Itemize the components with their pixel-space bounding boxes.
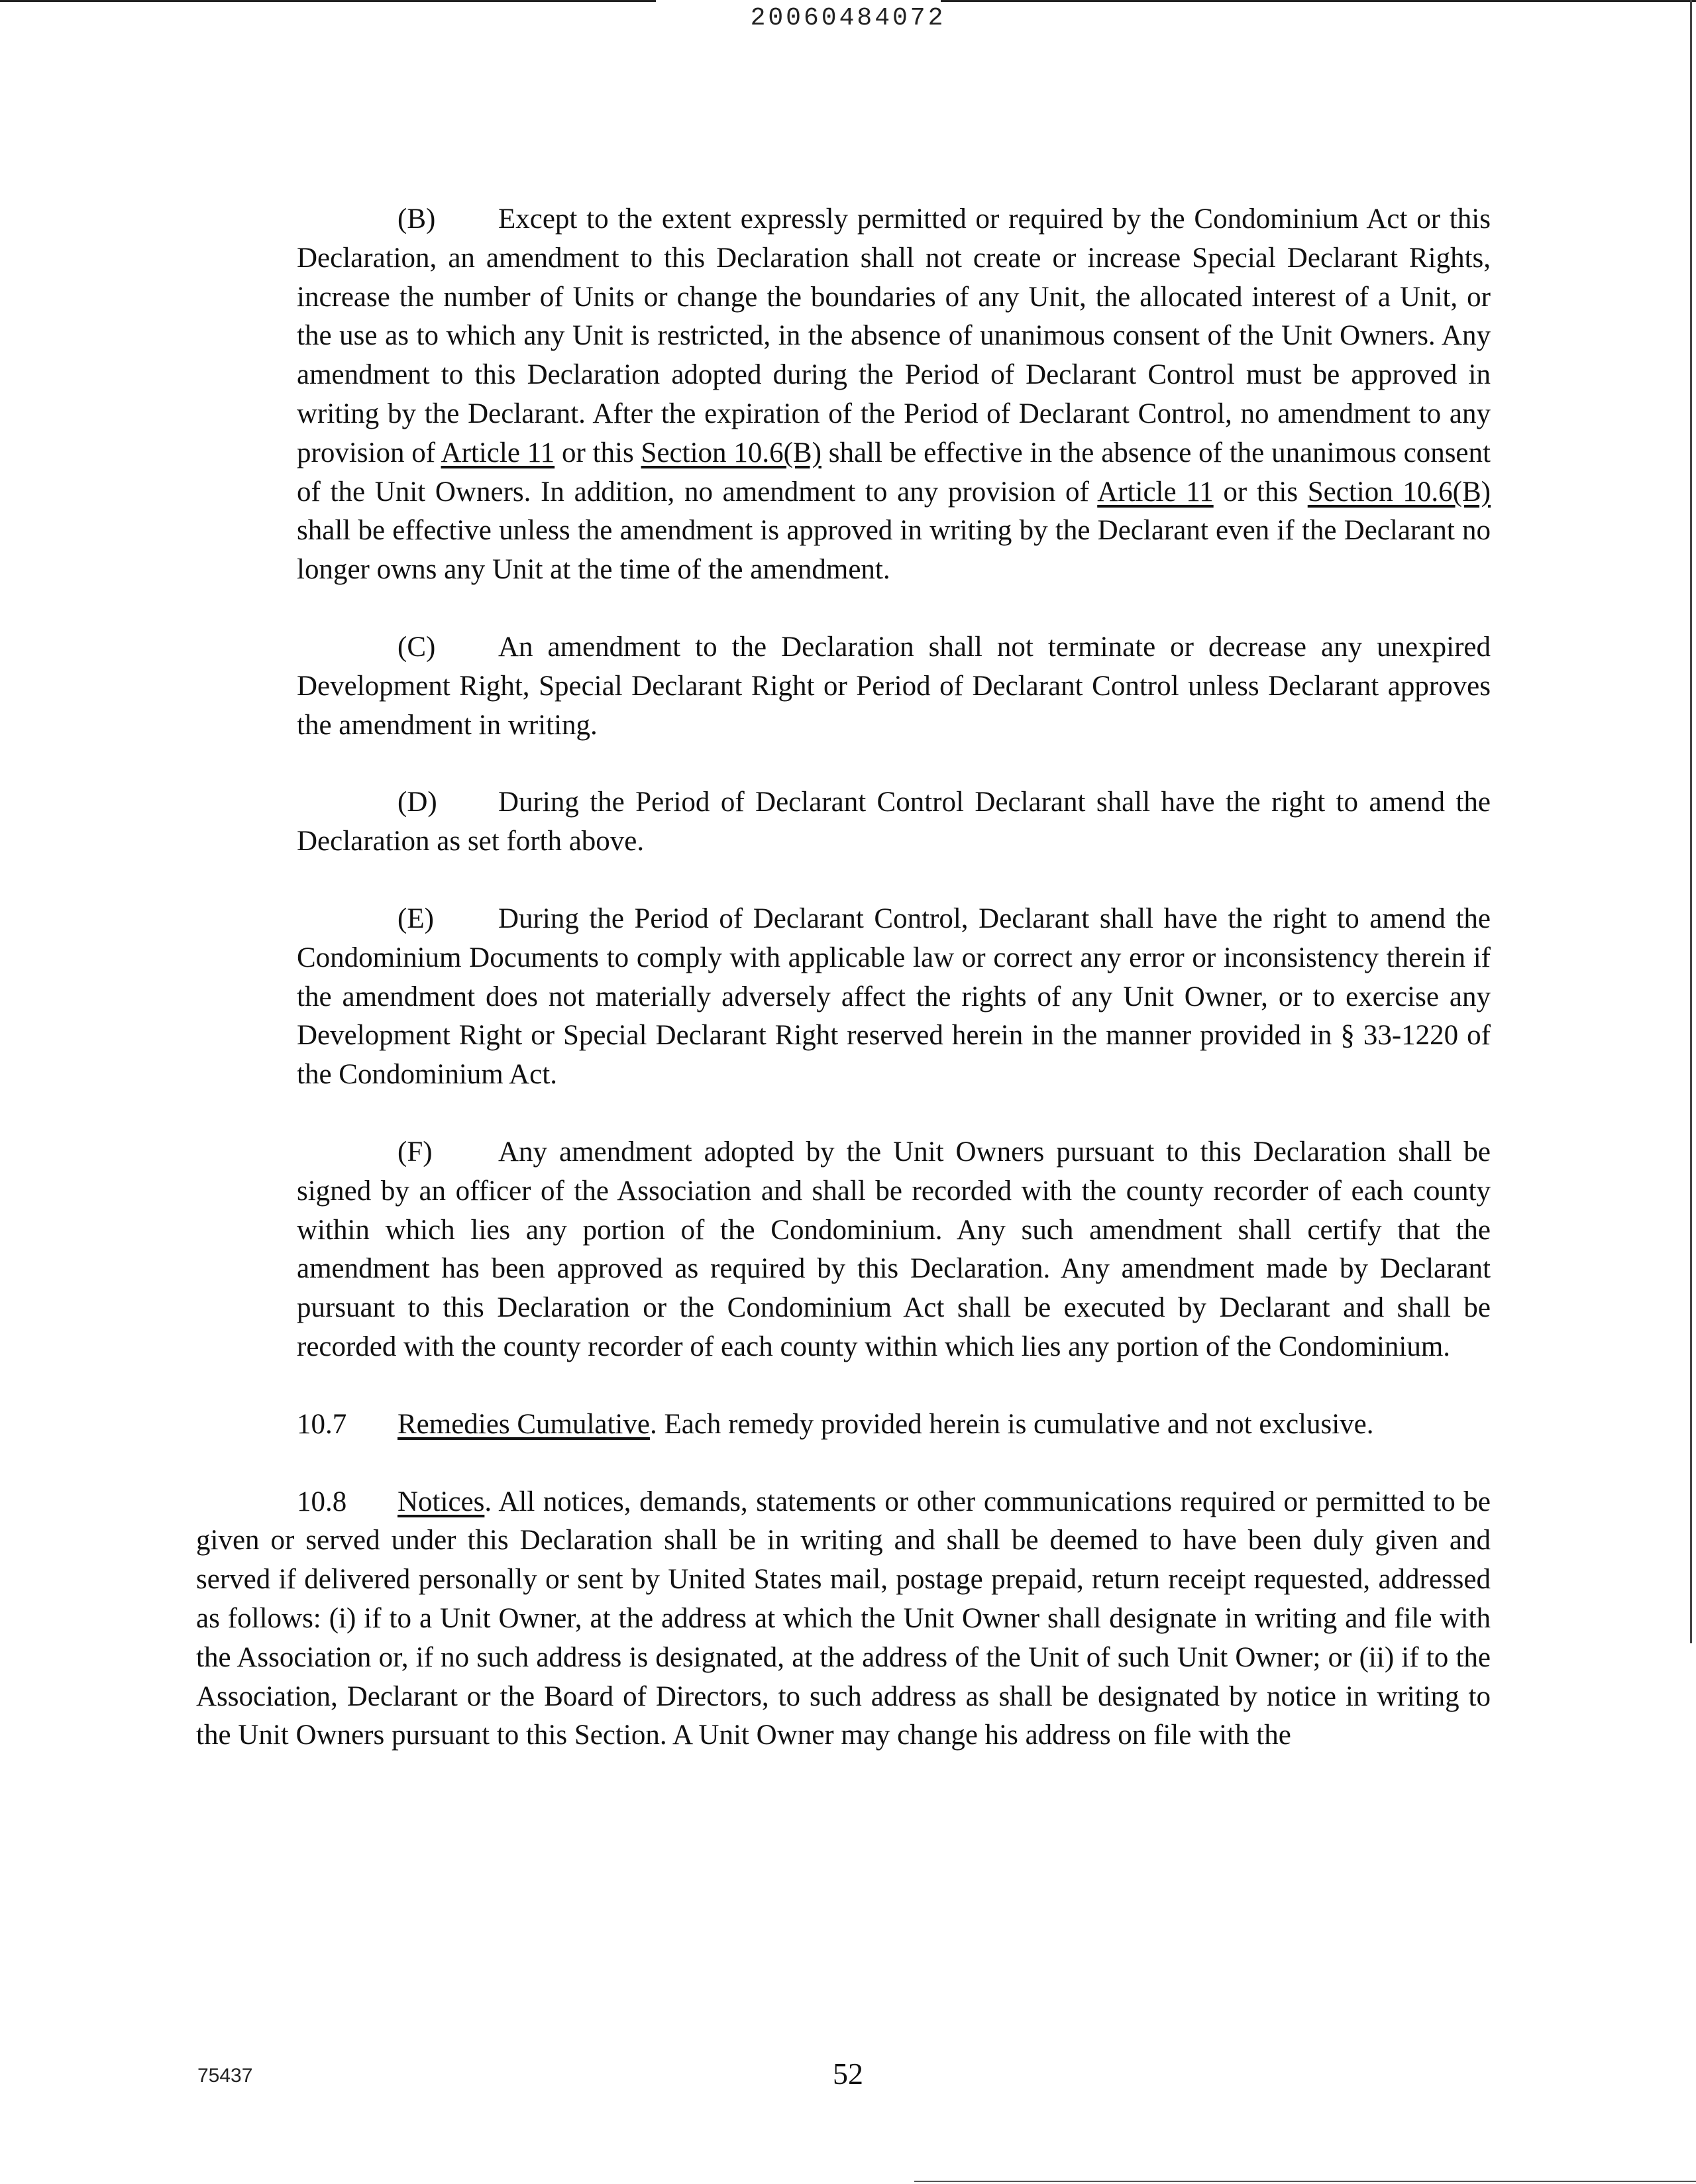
subsections-list (196, 200, 1491, 1367)
section-title: Notices (398, 1486, 485, 1517)
sub-section-label: (E) (398, 902, 434, 934)
sub-section-text: or this (555, 437, 641, 468)
bottom-rule (914, 2181, 1696, 2182)
sub-section-text: Except to the extent expressly permitted or required by the Condominium Act or this Declaration, an amendment to this Declaration shall not create or increase Special Declarant Rights, increase the number of Units or change the boundaries of any Unit, the allocated interest of a Unit, or the use as to which any Unit is restricted, in the absence of unanimous consent of the Unit Owners. Any amendment to this Declaration adopted during the Period of Declarant Control must be approved in writing by the Declarant. After the expiration of the Period of Declarant Control, no amendment to any provision of (297, 203, 1491, 468)
cross-reference: Article 11 (1097, 476, 1214, 508)
sub-section (297, 628, 1491, 745)
sub-section-text: shall be effective unless the amendment is approved in writing by the Declarant even if the Declarant no longer owns any Unit at the time of the amendment. (297, 515, 1491, 586)
cross-reference: Section 10.6(B) (1307, 476, 1491, 508)
section-title: Remedies Cumulative (398, 1408, 650, 1440)
section-text: . All notices, demands, statements or other communications required or permitted to be given or served under this Declaration shall be in writing and shall be deemed to have been duly given and served if delivered personally or sent by United States mail, postage prepaid, return receipt requested, addressed as follows: (i) if to a Unit Owner, at the address at which the Unit Owner shall designate in writing and file with the Association or, if no such address is designated, at the address of the Unit of such Unit Owner; or (ii) if to the Association, Declarant or the Board of Directors, to such address as shall be designated by notice in writing to the Unit Owners pursuant to this Section. A Unit Owner may change his address on file with the (196, 1486, 1491, 1751)
sub-section (297, 900, 1491, 1095)
footer-doc-code: 75437 (197, 2065, 253, 2087)
sub-section-text: Any amendment adopted by the Unit Owners pursuant to this Declaration shall be signed by an officer of the Association and shall be recorded with the county recorder of each county within which lies any portion of the Condominium. Any such amendment shall certify that the amendment has been approved as required by this Declaration. Any amendment made by Declarant pursuant to this Declaration or the Condominium Act shall be executed by Declarant and shall be recorded with the county recorder of each county within which lies any portion of the Condominium. (297, 1136, 1491, 1362)
section-number: 10.7 (297, 1408, 347, 1440)
sub-section-text: shall be effective in the absence of the unanimous consent of the Unit Owners. In addition, no amendment to any provision of (297, 437, 1491, 508)
sections-list (196, 1405, 1491, 1755)
section-text: . Each remedy provided herein is cumulative and not exclusive. (649, 1408, 1374, 1440)
section-number: 10.8 (297, 1486, 347, 1517)
cross-reference: Article 11 (441, 437, 555, 468)
sub-section-label: (B) (398, 203, 436, 235)
sub-section-text: or this (1213, 476, 1308, 508)
top-rule-right (941, 0, 1696, 2)
sub-section-text: During the Period of Declarant Control, Declarant shall have the right to amend the Condominium Documents to comply with applicable law or correct any error or inconsistency therein if the amendment does not materially adversely affect the rights of any Unit Owner, or to exercise any Development Right or Special Declarant Right reserved herein in the manner provided in § 33-1220 of the Condominium Act. (297, 902, 1491, 1091)
section-paragraph (196, 1483, 1491, 1756)
cross-reference: Section 10.6(B) (641, 437, 822, 468)
sub-section (297, 1133, 1491, 1367)
scan-edge-line (1690, 0, 1692, 1643)
sub-section-text: An amendment to the Declaration shall not terminate or decrease any unexpired Development Right, Special Declarant Right or Period of Declarant Control unless Declarant approves the amendment in writing. (297, 631, 1491, 741)
sub-section-label: (C) (398, 631, 436, 663)
page-number: 52 (833, 2057, 863, 2091)
recording-number: 20060484072 (750, 4, 946, 32)
sub-section-label: (F) (398, 1136, 433, 1168)
top-rule-left (0, 0, 656, 2)
sub-section-label: (D) (398, 787, 437, 818)
sub-section (297, 200, 1491, 590)
document-body (196, 200, 1491, 1755)
sub-section (297, 783, 1491, 861)
section-paragraph (196, 1405, 1491, 1445)
sub-section-text: During the Period of Declarant Control Declarant shall have the right to amend the Declaration as set forth above. (297, 787, 1491, 857)
